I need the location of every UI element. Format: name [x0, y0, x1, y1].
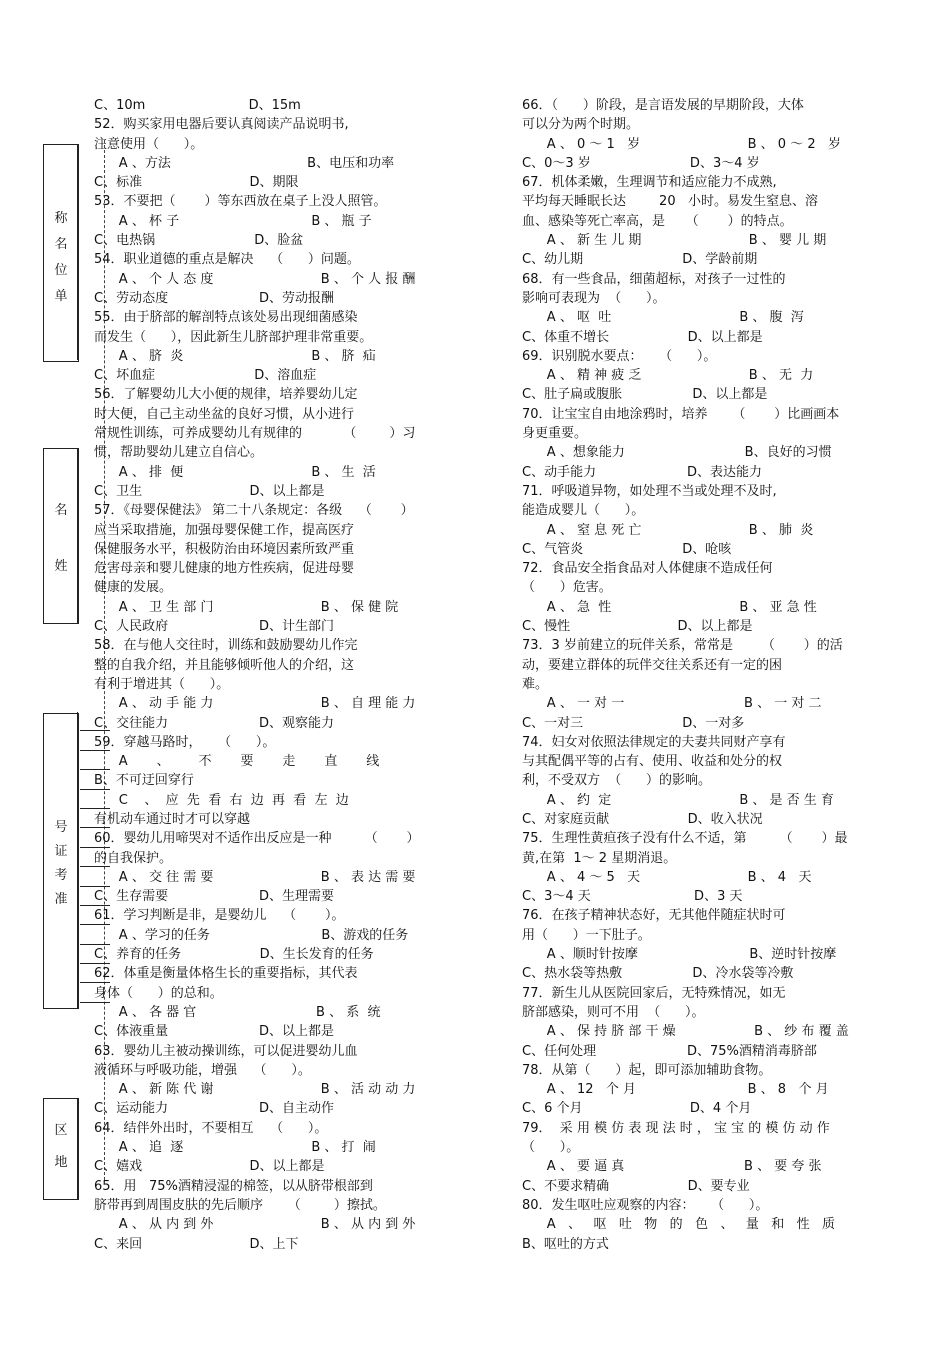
exam-id-box: [43, 713, 79, 1009]
question-line: A 、 各 器 官 B 、 系 统: [94, 1004, 381, 1020]
question-line: A 、 精 神 疲 乏 B 、 无 力: [522, 368, 814, 384]
question-line: C、气管炎 D、呛咳: [522, 541, 732, 557]
question-line: C、0～3 岁 D、3～4 岁: [522, 155, 760, 171]
question-line: C、坏血症 D、溶血症: [94, 368, 317, 384]
question-line: 用（ ）一下肚子。: [522, 927, 651, 943]
question-line: A 、 0 ～ 1 岁 B 、 0 ～ 2 岁: [522, 136, 841, 152]
question-line: 79． 采 用 模 仿 表 现 法 时 ， 宝 宝 的 模 仿 动 作: [522, 1120, 830, 1136]
question-line: B、呕吐的方式: [522, 1236, 609, 1252]
question-line: 57．《母婴保健法》 第二十八条规定：各级 （ ）: [94, 503, 414, 519]
name-box: [43, 448, 79, 624]
question-line: 78．从第（ ）起，即可添加辅助食物。: [522, 1062, 772, 1078]
question-line: C、任何处理 D、75%酒精消毒脐部: [522, 1043, 817, 1059]
question-line: C、对家庭贡献 D、收入状况: [522, 811, 763, 827]
name-label-char: 姓: [54, 559, 68, 574]
id-label-char: 号: [54, 820, 68, 835]
question-line: A 、顺时针按摩 B、逆时针按摩: [522, 947, 837, 963]
id-label-char: 证: [54, 844, 68, 859]
question-line: 难。: [522, 676, 549, 692]
question-line: 80．发生呕吐应观察的内容： （ ）。: [522, 1197, 769, 1213]
unit-label-char: 单: [54, 289, 68, 304]
question-line: A 、 交 往 需 要 B 、 表 达 需 要: [94, 869, 416, 885]
question-line: 惯，帮助婴幼儿建立自信心。: [94, 445, 264, 461]
question-line: A 、方法 B、电压和功率: [94, 155, 395, 171]
question-line: A 、学习的任务 B、游戏的任务: [94, 927, 409, 943]
question-line: 保健服务水平，积极防治由环境因素所致严重: [94, 541, 355, 557]
question-line: C、体重不增长 D、以上都是: [522, 329, 763, 345]
left-question-column: [94, 96, 434, 1254]
binding-line: [77, 448, 78, 624]
question-line: C、运动能力 D、自主动作: [94, 1101, 334, 1117]
question-line: 61．学习判断是非，是婴幼儿 （ ）。: [94, 908, 345, 924]
question-line: 危害母亲和婴儿健康的地方性疾病，促进母婴: [94, 561, 355, 577]
right-question-column: [522, 96, 858, 1254]
question-line: 56．了解婴幼儿大小便的规律，培养婴幼儿定: [94, 387, 358, 403]
question-line: B、不可迂回穿行: [94, 773, 194, 789]
question-line: C、卫生 D、以上都是: [94, 483, 325, 499]
binding-line: [77, 144, 78, 360]
question-line: C、嬉戏 D、以上都是: [94, 1159, 325, 1175]
question-line: 52．购买家用电器后要认真阅读产品说明书,: [94, 117, 349, 133]
question-line: 69．识别脱水要点： （ ）。: [522, 348, 717, 364]
question-line: 65．用 75%酒精浸湿的棉签，以从脐带根部到: [94, 1178, 373, 1194]
question-line: 脐部感染，则可不用 （ ）。: [522, 1004, 705, 1020]
question-line: 液循环与呼吸功能，增强 （ ）。: [94, 1062, 311, 1078]
question-line: 可以分为两个时期。: [522, 117, 640, 133]
question-line: 63．婴幼儿主被动操训练，可以促进婴幼儿血: [94, 1043, 358, 1059]
question-line: A 、 追 逐 B 、 打 闹: [94, 1140, 376, 1156]
question-line: 动，要建立群体的玩伴交往关系还有一定的困: [522, 657, 783, 673]
question-line: 时大便，自己主动坐盆的良好习惯，从小进行: [94, 406, 355, 422]
question-line: A 、 动 手 能 力 B 、 自 理 能 力: [94, 696, 416, 712]
question-line: C、动手能力 D、表达能力: [522, 464, 762, 480]
question-line: 72．食品安全指食品对人体健康不造成任何: [522, 561, 773, 577]
question-line: C、幼儿期 D、学龄前期: [522, 252, 758, 268]
question-line: A 、 呕 吐 物 的 色 、 量 和 性 质: [522, 1217, 836, 1233]
question-line: 59．穿越马路时， （ ）。: [94, 734, 276, 750]
question-line: 60．婴幼儿用啼哭对不适作出反应是一种 （ ）: [94, 831, 420, 847]
question-line: 影响可表现为 （ ）。: [522, 290, 666, 306]
question-line: 应当采取措施，加强母婴保健工作，提高医疗: [94, 522, 355, 538]
question-line: 76．在孩子精神状态好，无其他伴随症状时可: [522, 908, 786, 924]
question-line: 整的自我介绍，并且能够倾听他人的介绍，这: [94, 657, 355, 673]
question-line: A 、 约 定 B 、 是 否 生 育: [522, 792, 834, 808]
question-line: C、生存需要 D、生理需要: [94, 889, 334, 905]
question-line: 健康的发展。: [94, 580, 173, 596]
question-line: C、劳动态度 D、劳动报酬: [94, 290, 334, 306]
question-line: C 、 应 先 看 右 边 再 看 左 边: [94, 792, 349, 808]
question-line: 73．3 岁前建立的玩伴关系，常常是 （ ）的活: [522, 638, 843, 654]
area-label-char: 地: [54, 1155, 68, 1170]
question-line: A 、 杯 子 B 、 瓶 子: [94, 213, 372, 229]
question-line: A 、 窒 息 死 亡 B 、 肺 炎: [522, 522, 814, 538]
question-line: 74．妇女对依照法律规定的夫妻共同财产享有: [522, 734, 786, 750]
question-line: C、慢性 D、以上都是: [522, 619, 753, 635]
question-line: C、10m D、15m: [94, 98, 301, 113]
question-line: A 、 不 要 走 直 线: [94, 754, 380, 770]
question-line: 身体（ ）的总和。: [94, 985, 223, 1001]
question-line: 黄,在第 1～ 2 星期消退。: [522, 850, 677, 866]
question-line: 血、感染等死亡率高，是 （ ）的特点。: [522, 213, 793, 229]
question-line: A 、 一 对 一 B 、 一 对 二: [522, 696, 822, 712]
binding-line: [77, 1098, 78, 1200]
question-line: 54．职业道德的重点是解决 （ ）问题。: [94, 252, 360, 268]
question-line: C、不要求精确 D、要专业: [522, 1178, 750, 1194]
unit-label-char: 名: [54, 237, 68, 252]
question-line: 脐带再到周围皮肤的先后顺序 （ ）擦拭。: [94, 1197, 386, 1213]
question-line: 能造成婴儿（ ）。: [522, 503, 645, 519]
question-line: 58．在与他人交往时，训练和鼓励婴幼儿作完: [94, 638, 358, 654]
question-line: 有利于增进其（ ）。: [94, 676, 230, 692]
question-line: C、热水袋等热敷 D、冷水袋等冷敷: [522, 966, 794, 982]
question-line: 而发生（ ），因此新生儿脐部护理非常重要。: [94, 329, 373, 345]
question-line: 62．体重是衡量体格生长的重要指标，其代表: [94, 966, 358, 982]
question-line: A 、 个 人 态 度 B 、 个 人 报 酬: [94, 271, 416, 287]
question-line: 平均每天睡眠长达 20 小时。易发生窒息、溶: [522, 194, 818, 210]
question-line: C、6 个月 D、4 个月: [522, 1101, 752, 1117]
question-line: C、肚子扁或腹胀 D、以上都是: [522, 387, 768, 403]
question-line: 利，不受双方 （ ）的影响。: [522, 773, 712, 789]
question-line: 有机动车通过时才可以穿越: [94, 811, 251, 827]
question-line: 75．生理性黄疸孩子没有什么不适，第 （ ）最: [522, 831, 848, 847]
area-label-char: 区: [54, 1123, 68, 1138]
question-line: A 、 卫 生 部 门 B 、 保 健 院: [94, 599, 399, 615]
question-line: A 、 从 内 到 外 B 、 从 内 到 外: [94, 1217, 416, 1233]
question-line: C、电热锅 D、脸盆: [94, 233, 304, 249]
question-line: A 、 要 逼 真 B 、 要 夸 张: [522, 1159, 822, 1175]
unit-label-char: 位: [54, 263, 68, 278]
question-line: A 、 呕 吐 B 、 腹 泻: [522, 310, 804, 326]
question-line: A 、 12 个 月 B 、 8 个 月: [522, 1082, 829, 1098]
question-line: A 、想象能力 B、良好的习惯: [522, 445, 832, 461]
question-line: A 、 4 ～ 5 天 B 、 4 天: [522, 869, 812, 885]
question-line: A 、 急 性 B 、 亚 急 性: [522, 599, 817, 615]
question-line: A 、 新 生 儿 期 B 、 婴 儿 期: [522, 233, 827, 249]
question-line: 53．不要把（ ）等东西放在桌子上没人照管。: [94, 194, 387, 210]
question-line: C、养育的任务 D、生长发育的任务: [94, 947, 374, 963]
question-line: 66．（ ）阶段，是言语发展的早期阶段，大体: [522, 98, 804, 113]
question-line: 70．让宝宝自由地涂鸦时，培养 （ ）比画画本: [522, 406, 840, 422]
question-line: （ ）危害。: [522, 580, 612, 596]
question-line: C、人民政府 D、计生部门: [94, 619, 334, 635]
question-line: C、一对三 D、一对多: [522, 715, 745, 731]
question-line: C、标准 D、期限: [94, 175, 299, 191]
question-line: 55．由于脐部的解剖特点该处易出现细菌感染: [94, 310, 358, 326]
question-line: 68．有一些食品，细菌超标，对孩子一过性的: [522, 271, 786, 287]
question-line: A 、 新 陈 代 谢 B 、 活 动 动 力: [94, 1082, 416, 1098]
question-line: A 、 保 持 脐 部 干 燥 B 、 纱 布 覆 盖: [522, 1024, 849, 1040]
question-line: 的自我保护。: [94, 850, 173, 866]
question-line: 67．机体柔嫩，生理调节和适应能力不成熟,: [522, 175, 777, 191]
question-line: 常规性训练，可养成婴幼儿有规律的 （ ）习: [94, 426, 416, 442]
question-line: 77．新生儿从医院回家后，无特殊情况，如无: [522, 985, 786, 1001]
question-line: A 、 排 便 B 、 生 活: [94, 464, 376, 480]
question-line: 71．呼吸道异物，如处理不当或处理不及时,: [522, 483, 777, 499]
question-line: C、3～4 天 D、3 天: [522, 889, 743, 905]
question-line: C、交往能力 D、观察能力: [94, 715, 334, 731]
unit-label-char: 称: [54, 211, 68, 226]
unit-name-box: [43, 144, 79, 362]
question-line: 与其配偶平等的占有、使用、收益和处分的权: [522, 754, 783, 770]
question-line: 64．结伴外出时，不要相互 （ ）。: [94, 1120, 328, 1136]
id-label-char: 准: [54, 892, 68, 907]
question-line: A 、 脐 炎 B 、 脐 疝: [94, 348, 376, 364]
question-line: （ ）。: [522, 1140, 580, 1156]
question-line: 身更重要。: [522, 426, 588, 442]
id-label-char: 考: [54, 868, 68, 883]
question-line: C、来回 D、上下: [94, 1236, 299, 1252]
binding-line: [77, 712, 78, 1008]
question-line: C、体液重量 D、以上都是: [94, 1024, 334, 1040]
name-label-char: 名: [54, 503, 68, 518]
area-box: [43, 1098, 79, 1200]
question-line: 注意使用（ ）。: [94, 136, 204, 152]
